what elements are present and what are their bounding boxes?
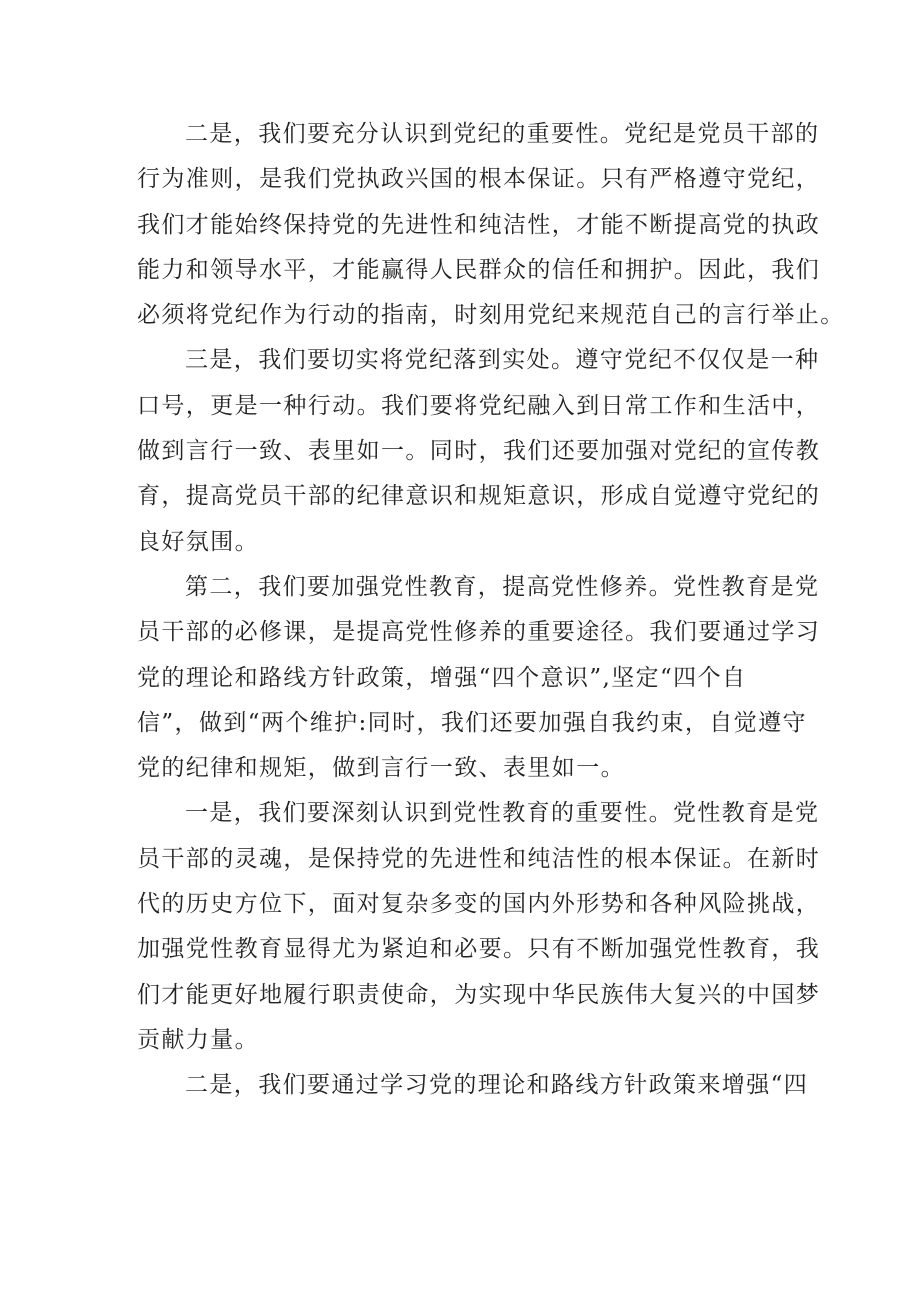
text-line: 二是，我们要充分认识到党纪的重要性。党纪是党员干部的 — [185, 121, 820, 147]
text-line: 党的纪律和规矩，做到言行一致、表里如一。 — [137, 755, 625, 782]
text-line: 二是，我们要通过学习党的理论和路线方针政策来增强“四 — [185, 1072, 809, 1099]
text-line: 们才能更好地履行职责使命，为实现中华民族伟大复兴的中国梦 — [137, 981, 821, 1008]
text-line: 加强党性教育显得尤为紧迫和必要。只有不断加强党性教育，我 — [137, 936, 821, 963]
text-line: 必须将党纪作为行动的指南，时刻用党纪来规范自己的言行举止。 — [137, 302, 845, 329]
text-line: 员干部的灵魂，是保持党的先进性和纯洁性的根本保证。在新时 — [137, 845, 821, 872]
text-line: 育，提高党员干部的纪律意识和规矩意识，形成自觉遵守党纪的 — [137, 483, 821, 510]
text-line: 代的历史方位下，面对复杂多变的国内外形势和各种风险挑战， — [137, 891, 821, 918]
text-line: 行为准则，是我们党执政兴国的根本保证。只有严格遵守党纪， — [137, 166, 821, 193]
text-line: 我们才能始终保持党的先进性和纯洁性，才能不断提高党的执政 — [137, 211, 821, 238]
text-line: 信”，做到“两个维护:同时，我们还要加强自我约束，自觉遵守 — [137, 709, 807, 736]
document-body — [137, 112, 845, 1109]
text-line: 口号，更是一种行动。我们要将党纪融入到日常工作和生活中， — [137, 392, 821, 419]
text-line: 做到言行一致、表里如一。同时，我们还要加强对党纪的宣传教 — [137, 438, 821, 465]
text-line: 党的理论和路线方针政策，增强“四个意识”,坚定“四个自 — [137, 664, 747, 691]
text-line: 一是，我们要深刻认识到党性教育的重要性。党性教育是党 — [185, 800, 820, 827]
text-line: 良好氛围。 — [137, 528, 259, 555]
text-line: 三是，我们要切实将党纪落到实处。遵守党纪不仅仅是一种 — [185, 347, 820, 374]
text-line: 能力和领导水平，才能赢得人民群众的信任和拥护。因此，我们 — [137, 256, 821, 283]
text-line: 贡献力量。 — [137, 1026, 259, 1053]
text-line: 第二，我们要加强党性教育，提高党性修养。党性教育是党 — [185, 573, 820, 600]
text-line: 员干部的必修课，是提高党性修养的重要途径。我们要通过学习 — [137, 619, 821, 646]
